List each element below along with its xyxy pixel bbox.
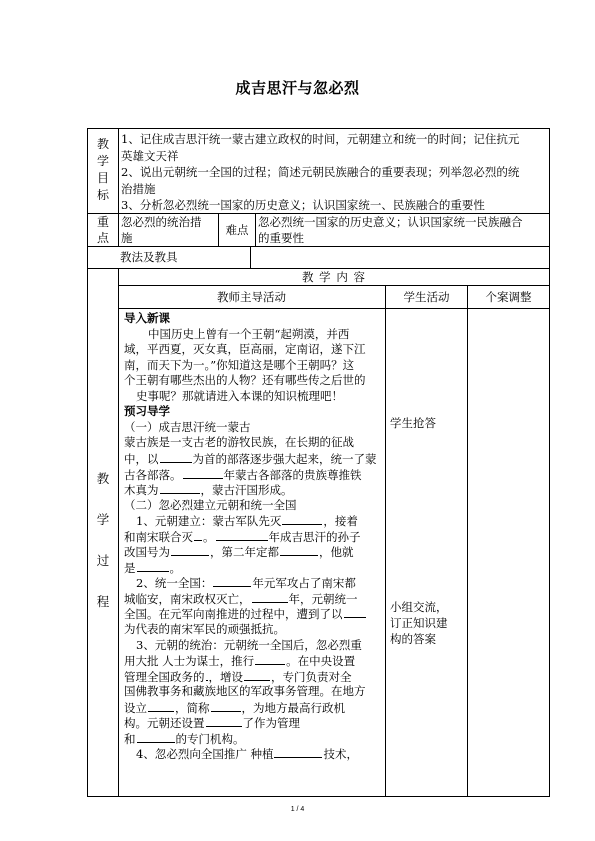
lesson-line: 蒙古族是一支古老的游牧民族，在长期的征战 [124, 435, 354, 450]
student-note-group: 小组交流， [390, 600, 448, 614]
fill-in-blank[interactable] [206, 714, 242, 727]
key-line: 忽必烈的统治措 [121, 215, 202, 229]
goal-line: 2、说出元朝统一全国的过程；简述元朝民族融合的重要表现；列举忽必烈的统 [121, 165, 520, 179]
intro-heading: 导入新课 [124, 311, 170, 325]
fill-in-blank[interactable] [216, 528, 268, 541]
lesson-text: 为代表的南宋军民的顽强抵抗。 [124, 622, 285, 636]
lesson-text: 国佛教事务和藏族地区的军政事务管理。在地方 [124, 684, 366, 699]
table-border-bottom [87, 796, 550, 797]
fill-in-blank[interactable] [137, 730, 175, 743]
intro-line: 中国历史上曾有一个王朝“起朔漠，并西 [148, 326, 350, 341]
fill-in-blank[interactable] [274, 745, 322, 758]
fill-in-blank[interactable] [194, 528, 202, 541]
lesson-text: 4、忽必烈向全国推广 种植 [136, 747, 274, 762]
lesson-text: ，专门负责对全 [271, 669, 352, 684]
section-heading: （二）忽必烈建立元朝和统一全国 [124, 497, 297, 512]
intro-line: 域，平西夏，灭女真，臣高丽，定南诏，遂下江 [124, 342, 366, 357]
process-label-char: 过 [96, 553, 110, 568]
student-note-group: 订正知识建 [390, 616, 448, 630]
process-label-char: 教 [96, 471, 110, 486]
fill-in-blank[interactable] [282, 512, 322, 525]
fill-in-blank[interactable] [171, 543, 209, 556]
lesson-text: 。 [169, 560, 181, 575]
table-border-top [87, 128, 550, 129]
fill-in-blank[interactable] [137, 559, 169, 572]
lesson-text: ，接着 [323, 514, 358, 529]
goal-line: 英雄文天祥 [121, 148, 179, 163]
lesson-text: 3、元朝的统治：元朝统一全国后，忽必烈重 [136, 637, 362, 652]
table-rule [118, 268, 119, 797]
section-heading: （一）成吉思汗统一蒙古 [124, 419, 251, 434]
lesson-text: 年成吉思汗的孙子 [268, 529, 361, 544]
lesson-text: ，他就 [319, 545, 354, 560]
preview-heading: 预习导学 [124, 404, 170, 419]
lesson-text: 城临安，南宋政权灭亡， [124, 591, 251, 606]
table-rule [255, 213, 256, 246]
lesson-text: 为首的部落逐步强大起来，统一了蒙 [192, 451, 377, 466]
lesson-line [124, 683, 366, 700]
fill-in-blank[interactable] [344, 605, 366, 618]
lesson-text: ，第二年定都 [210, 545, 279, 560]
teacher-column-header: 教师主导活动 [217, 290, 286, 304]
goal-line: 1、记住成吉思汗统一蒙古建立政权的时间，元朝建立和统一的时间；记住抗元 [121, 132, 520, 146]
difficulty-line: 忽必烈统一国家的历史意义；认识国家统一民族融合 [258, 215, 523, 229]
page-number: 1 / 4 [290, 806, 305, 813]
lesson-line [136, 745, 358, 763]
goal-line: 3、分析忽必烈统一国家的历史意义；认识国家统一、民族融合的重要性 [121, 198, 485, 212]
lesson-text: ，蒙古汗国形成。 [200, 483, 293, 498]
content-heading: 教 学 内 容 [302, 270, 366, 284]
key-label: 重点 [96, 215, 109, 245]
lesson-text: ，增设 [208, 669, 243, 684]
fill-in-blank[interactable] [252, 590, 288, 603]
intro-line: 个王朝有哪些杰出的人物？还有哪些传之后世的 [124, 373, 366, 388]
fill-in-blank[interactable] [206, 668, 208, 681]
lesson-text: 年元军攻占了南宋都 [252, 576, 356, 591]
table-rule [87, 246, 550, 247]
fill-in-blank[interactable] [213, 574, 251, 587]
fill-in-blank[interactable] [160, 450, 192, 463]
lesson-text: 年蒙古各部落的贵族尊推铁 [223, 467, 362, 482]
lesson-text: 用大批 人士为谋士，推行 [124, 654, 255, 669]
table-border-right [549, 128, 550, 797]
goal-line: 治措施 [121, 181, 156, 196]
fill-in-blank[interactable] [160, 481, 200, 494]
lesson-text: 技术， [323, 747, 358, 762]
process-label-char: 程 [96, 594, 110, 609]
lesson-text: 和南宋联合灭 [124, 529, 193, 544]
fill-in-blank[interactable] [244, 668, 270, 681]
lesson-text: 管理全国政务的 [124, 669, 205, 684]
table-rule [385, 285, 386, 797]
table-rule [467, 285, 468, 797]
table-rule [118, 308, 550, 309]
methods-label: 教法及教具 [120, 250, 178, 264]
lesson-text: 古各部落。 [124, 467, 182, 482]
lesson-line [136, 637, 362, 654]
lesson-text: 年，元朝统一 [288, 591, 358, 606]
lesson-text: 2、统一全国： [136, 576, 213, 591]
lesson-text: 木真为 [124, 483, 159, 498]
lesson-text: 设立 [124, 700, 147, 715]
lesson-text: ，简称 [175, 700, 210, 715]
table-rule [250, 246, 251, 268]
page-title: 成吉思汗与忽必烈 [235, 79, 360, 97]
fill-in-blank[interactable] [148, 699, 174, 712]
fill-in-blank[interactable] [255, 652, 285, 665]
lesson-text: 中，以 [124, 451, 159, 466]
lesson-text: 。 [203, 529, 215, 544]
student-note-answer: 学生抢答 [390, 416, 436, 430]
lesson-text: 是 [124, 560, 136, 575]
fill-in-blank[interactable] [183, 466, 223, 479]
fill-in-blank[interactable] [211, 699, 241, 712]
adjust-column-header: 个案调整 [485, 290, 532, 304]
fill-in-blank[interactable] [280, 543, 318, 556]
lesson-text: ，为地方最高行政机 [241, 700, 345, 715]
lesson-text: 。在中央设置 [286, 654, 356, 669]
difficulty-label: 难点 [225, 223, 249, 237]
student-note-group: 构的答案 [390, 632, 436, 646]
lesson-text: 改国号为 [124, 545, 170, 560]
goals-label: 教学目标 [96, 137, 109, 202]
lesson-text: 和 [124, 731, 136, 746]
student-column-header: 学生活动 [403, 290, 450, 304]
intro-line: 史事呢？那就请进入本课的知识梳理吧！ [136, 388, 343, 403]
lesson-line [124, 621, 285, 638]
difficulty-line: 的重要性 [258, 231, 304, 245]
lesson-text: 了作为管理 [242, 716, 300, 731]
lesson-text: 1、元朝建立：蒙古军队先灭 [136, 514, 282, 529]
lesson-text: 的专门机构。 [175, 731, 245, 746]
lesson-text: 构。元朝还设置 [124, 716, 205, 731]
lesson-text: 全国。在元军向南推进的过程中，遭到了以 [124, 607, 343, 622]
intro-line: 南，而天下为一。”你知道这是哪个王朝吗？这 [124, 357, 355, 372]
key-line: 施 [121, 231, 133, 245]
table-rule [118, 128, 119, 246]
process-label-char: 学 [96, 512, 110, 527]
